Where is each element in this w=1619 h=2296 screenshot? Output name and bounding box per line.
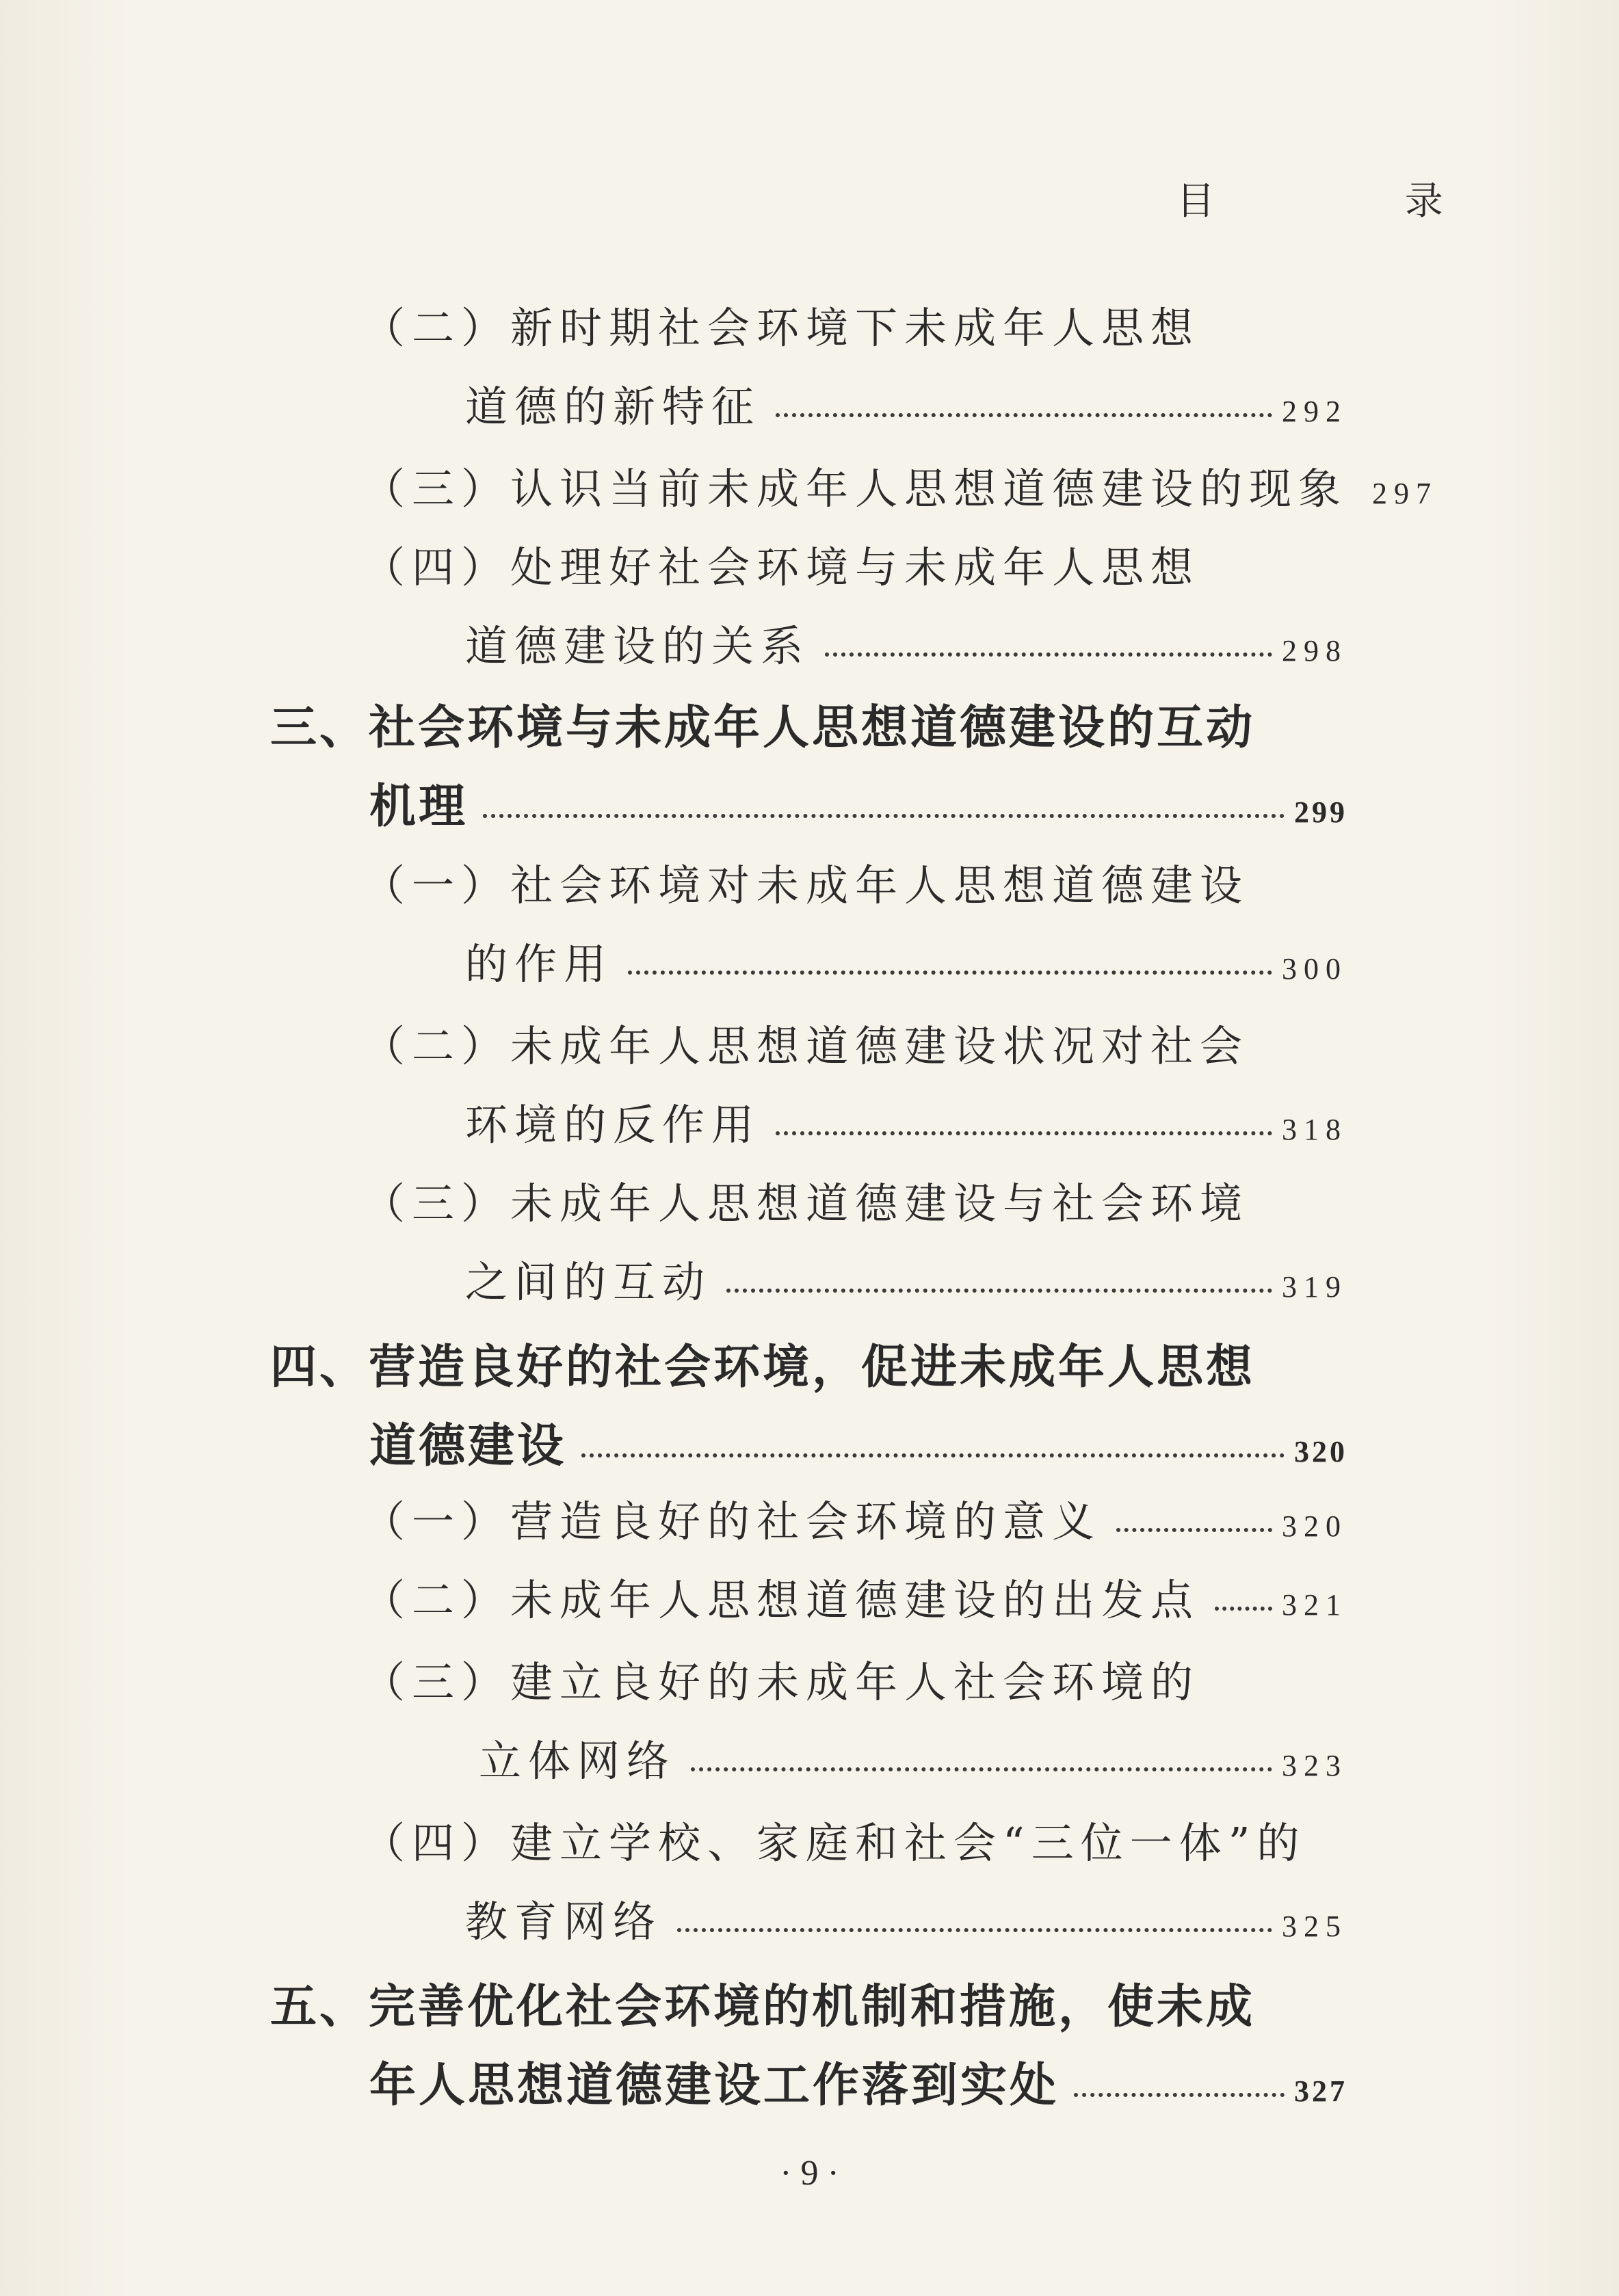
toc-entry-text: （三）建立良好的未成年人社会环境的 xyxy=(363,1657,1200,1707)
toc-entry-text: 四、营造良好的社会环境，促进未成年人思想 xyxy=(270,1340,1256,1395)
toc-section-entry xyxy=(369,1409,1347,1475)
toc-entry xyxy=(363,533,1200,594)
toc-entry xyxy=(465,1888,1347,1949)
toc-entry-text: 道德建设 xyxy=(369,1418,567,1473)
leader-dots xyxy=(483,814,1285,818)
toc-page-number: 327 xyxy=(1294,2074,1347,2108)
running-header: 目 录 xyxy=(1176,179,1532,224)
toc-page-number: 300 xyxy=(1282,952,1347,986)
toc-section-entry xyxy=(270,1970,1255,2036)
toc-entry xyxy=(465,1248,1347,1309)
toc-entry xyxy=(465,930,1347,991)
toc-entry-text: 道德建设的关系 xyxy=(465,621,811,671)
toc-entry-text: 年人思想道德建设工作落到实处 xyxy=(369,2058,1059,2113)
toc-page-number: 323 xyxy=(1282,1749,1347,1782)
leader-dots xyxy=(1215,1607,1272,1611)
toc-entry-text: 三、社会环境与未成年人思想道德建设的互动 xyxy=(270,700,1256,755)
toc-entry xyxy=(363,852,1249,912)
toc-entry xyxy=(363,455,1438,516)
toc-entry-text: （三）认识当前未成年人思想道德建设的现象 xyxy=(363,464,1348,514)
toc-entry xyxy=(363,294,1200,355)
toc-entry-text: 五、完善优化社会环境的机制和措施，使未成 xyxy=(270,1979,1256,2034)
toc-entry xyxy=(363,1648,1200,1709)
toc-page-number: 299 xyxy=(1294,795,1347,829)
leader-dots xyxy=(581,1453,1285,1457)
toc-entry-text: （一）营造良好的社会环境的意义 xyxy=(363,1496,1102,1546)
toc-entry-text: 道德的新特征 xyxy=(465,382,761,432)
toc-entry-text: 环境的反作用 xyxy=(465,1100,761,1150)
toc-section-entry xyxy=(369,769,1347,836)
toc-section-entry xyxy=(270,691,1255,757)
toc-entry-text: 立体网络 xyxy=(479,1736,676,1786)
toc-entry-text: （四）建立学校、家庭和社会“三位一体”的 xyxy=(363,1818,1306,1868)
toc-entry xyxy=(465,373,1347,434)
leader-dots xyxy=(726,1289,1272,1293)
toc-entry xyxy=(465,1091,1347,1152)
toc-entry-text: （三）未成年人思想道德建设与社会环境 xyxy=(363,1178,1250,1228)
toc-page-number: 321 xyxy=(1282,1588,1347,1622)
toc-entry xyxy=(363,1566,1347,1627)
toc-entry-text: 机理 xyxy=(369,779,469,834)
toc-page-number: 320 xyxy=(1282,1509,1347,1543)
toc-section-entry xyxy=(369,2048,1347,2115)
toc-page-number: 320 xyxy=(1294,1435,1347,1468)
toc-page-number: 318 xyxy=(1282,1113,1347,1146)
leader-dots xyxy=(776,1131,1272,1135)
toc-entry xyxy=(363,1170,1249,1230)
toc-page-number: 292 xyxy=(1282,395,1347,428)
toc-entry xyxy=(465,612,1347,673)
toc-page-number: 298 xyxy=(1282,634,1347,668)
toc-section-entry xyxy=(270,1330,1255,1397)
toc-entry-text: （四）处理好社会环境与未成年人思想 xyxy=(363,542,1200,592)
leader-dots xyxy=(691,1767,1272,1771)
leader-dots xyxy=(825,652,1272,657)
toc-entry-text: 教育网络 xyxy=(465,1897,663,1947)
toc-entry xyxy=(363,1809,1306,1870)
page-number-footer: · 9 · xyxy=(780,2154,839,2193)
leader-dots xyxy=(776,413,1272,417)
toc-entry-text: （二）新时期社会环境下未成年人思想 xyxy=(363,303,1200,353)
toc-entry xyxy=(363,1488,1347,1548)
toc-entry-text: 之间的互动 xyxy=(465,1257,712,1307)
leader-dots xyxy=(677,1928,1272,1932)
toc-page-number: 297 xyxy=(1372,477,1438,510)
leader-dots xyxy=(1074,2093,1285,2097)
leader-dots xyxy=(1116,1528,1272,1532)
toc-entry xyxy=(479,1727,1347,1788)
toc-entry-text: （二）未成年人思想道德建设状况对社会 xyxy=(363,1021,1250,1071)
toc-page-number: 319 xyxy=(1282,1270,1347,1304)
toc-entry xyxy=(363,1012,1249,1073)
toc-entry-text: （一）社会环境对未成年人思想道德建设 xyxy=(363,860,1250,910)
toc-entry-text: （二）未成年人思想道德建设的出发点 xyxy=(363,1575,1200,1625)
toc-page-number: 325 xyxy=(1282,1910,1347,1943)
toc-entry-text: 的作用 xyxy=(465,939,614,989)
leader-dots xyxy=(628,971,1272,975)
